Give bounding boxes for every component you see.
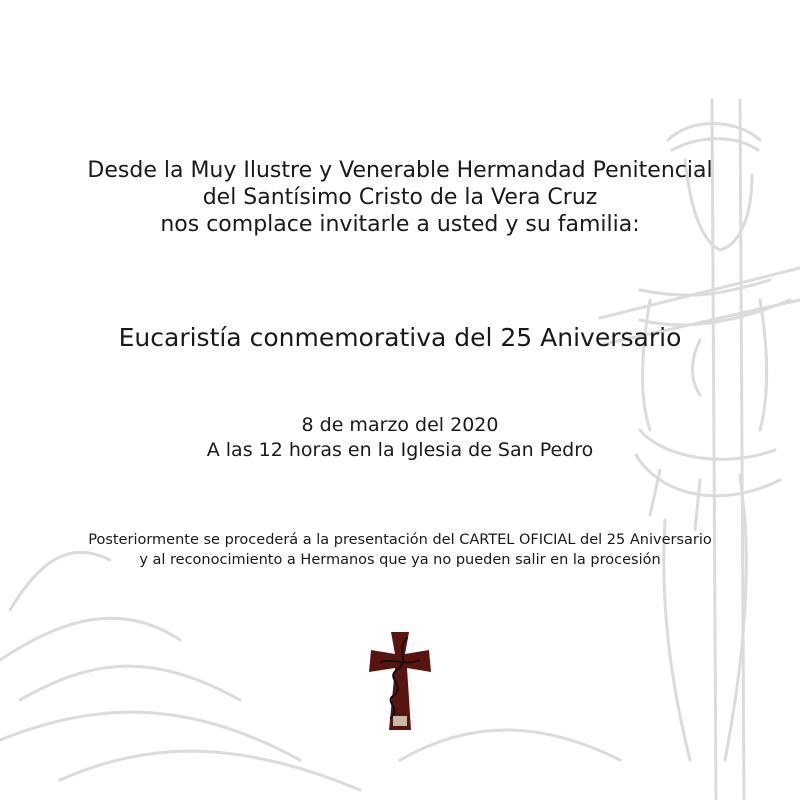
cross-emblem-icon <box>367 630 433 732</box>
intro-line: del Santísimo Cristo de la Vera Cruz <box>202 185 598 210</box>
event-time-place: A las 12 horas en la Iglesia de San Pedro <box>206 439 594 461</box>
intro-line: nos complace invitarle a usted y su familia: <box>160 212 640 237</box>
event-details <box>0 413 800 463</box>
note-line: Posteriormente se procederá a la presentación del CARTEL OFICIAL del 25 Aniversario <box>88 532 712 548</box>
event-date: 8 de marzo del 2020 <box>301 414 499 436</box>
intro-line: Desde la Muy Ilustre y Venerable Hermandad Penitencial <box>87 158 713 183</box>
event-title: Eucaristía conmemorativa del 25 Aniversario <box>118 323 682 352</box>
intro-text <box>0 157 800 238</box>
note-line: y al reconocimiento a Hermanos que ya no pueden salir en la procesión <box>139 552 661 568</box>
additional-note <box>0 530 800 570</box>
